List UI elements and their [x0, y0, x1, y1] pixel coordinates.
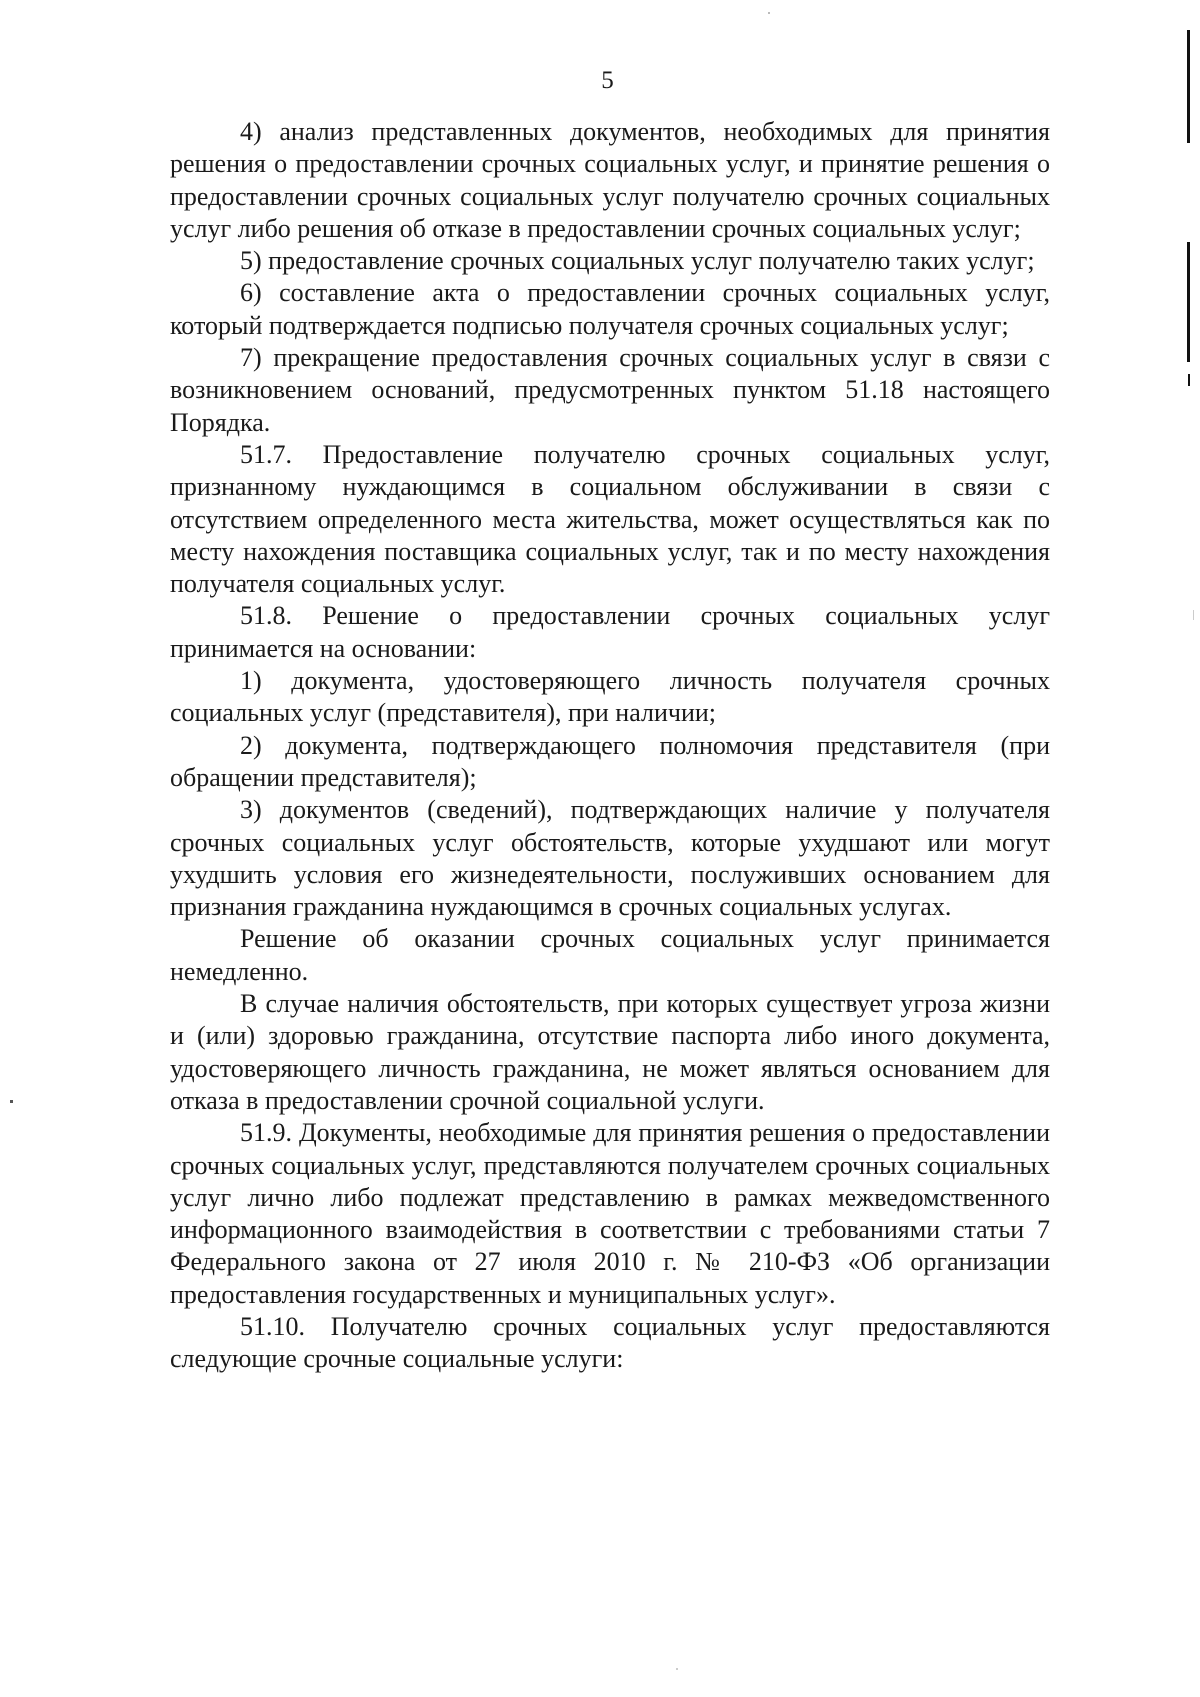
list-item-1-identity-document: 1) документа, удостоверяющего личность получателя срочных социальных услуг (представителя), при наличии; — [170, 666, 1050, 728]
clause-51-7: 51.7. Предоставление получателю срочных социальных услуг, признанному нуждающимся в социальном обслуживании в связи с отсутствием определенного места жительства, может осуществляться как по месту нахождения поставщика социальных услуг, так и по месту нахождения получателя социальных услуг. — [170, 439, 1050, 599]
page-number: 5 — [601, 67, 614, 94]
scan-margin-tick — [1188, 374, 1190, 386]
document-body — [170, 116, 1050, 1376]
scan-margin-line-top — [1187, 30, 1190, 143]
list-item-4-analysis: 4) анализ представленных документов, необходимых для принятия решения о предоставлении срочных социальных услуг, и принятие решения о предоставлении срочных социальных услуг получателю срочных социальных услуг либо решения об отказе в предоставлении срочных социальных услуг; — [170, 117, 1050, 243]
decision-immediate-paragraph: Решение об оказании срочных социальных услуг принимается немедленно. — [170, 924, 1050, 986]
scan-speck-bottom — [676, 1668, 678, 1670]
list-item-3-circumstances-documents: 3) документов (сведений), подтверждающих наличие у получателя срочных социальных услуг обстоятельств, которые ухудшают или могут ухудшить условия его жизнедеятельности, послуживших основанием для признания гражданина нуждающимся в срочных социальных услугах. — [170, 795, 1050, 922]
clause-51-8: 51.8. Решение о предоставлении срочных социальных услуг принимается на основании: — [170, 601, 1050, 663]
threat-circumstances-paragraph: В случае наличия обстоятельств, при которых существует угроза жизни и (или) здоровью гражданина, отсутствие паспорта либо иного документа, удостоверяющего личность гражданина, не может являться основанием для отказа в предоставлении срочной социальной услуги. — [170, 989, 1050, 1115]
list-item-6-act: 6) составление акта о предоставлении срочных социальных услуг, который подтверждается подписью получателя срочных социальных услуг; — [170, 278, 1050, 340]
clause-51-10: 51.10. Получателю срочных социальных услуг предоставляются следующие срочные социальные услуги: — [170, 1311, 1050, 1374]
scan-speck-top — [768, 12, 770, 14]
list-item-7-termination: 7) прекращение предоставления срочных социальных услуг в связи с возникновением оснований, предусмотренных пунктом 51.18 настоящего Порядка. — [170, 343, 1050, 437]
scan-speck-left — [10, 1100, 13, 1103]
list-item-2-authority-document: 2) документа, подтверждающего полномочия представителя (при обращении представителя); — [170, 730, 1050, 792]
clause-51-9: 51.9. Документы, необходимые для принятия решения о предоставлении срочных социальных услуг, представляются получателем срочных социальных услуг лично либо подлежат представлению в рамках межведомственного информационного взаимодействия в соответствии с требованиями статьи 7 Федерального закона от 27 июля 2010 г. № 210-ФЗ «Об организации предоставления государственных и муниципальных услуг». — [170, 1118, 1050, 1309]
scan-margin-line-middle — [1187, 242, 1190, 362]
scan-speck-right — [1193, 610, 1194, 620]
list-item-5-provision: 5) предоставление срочных социальных услуг получателю таких услуг; — [240, 246, 1035, 276]
